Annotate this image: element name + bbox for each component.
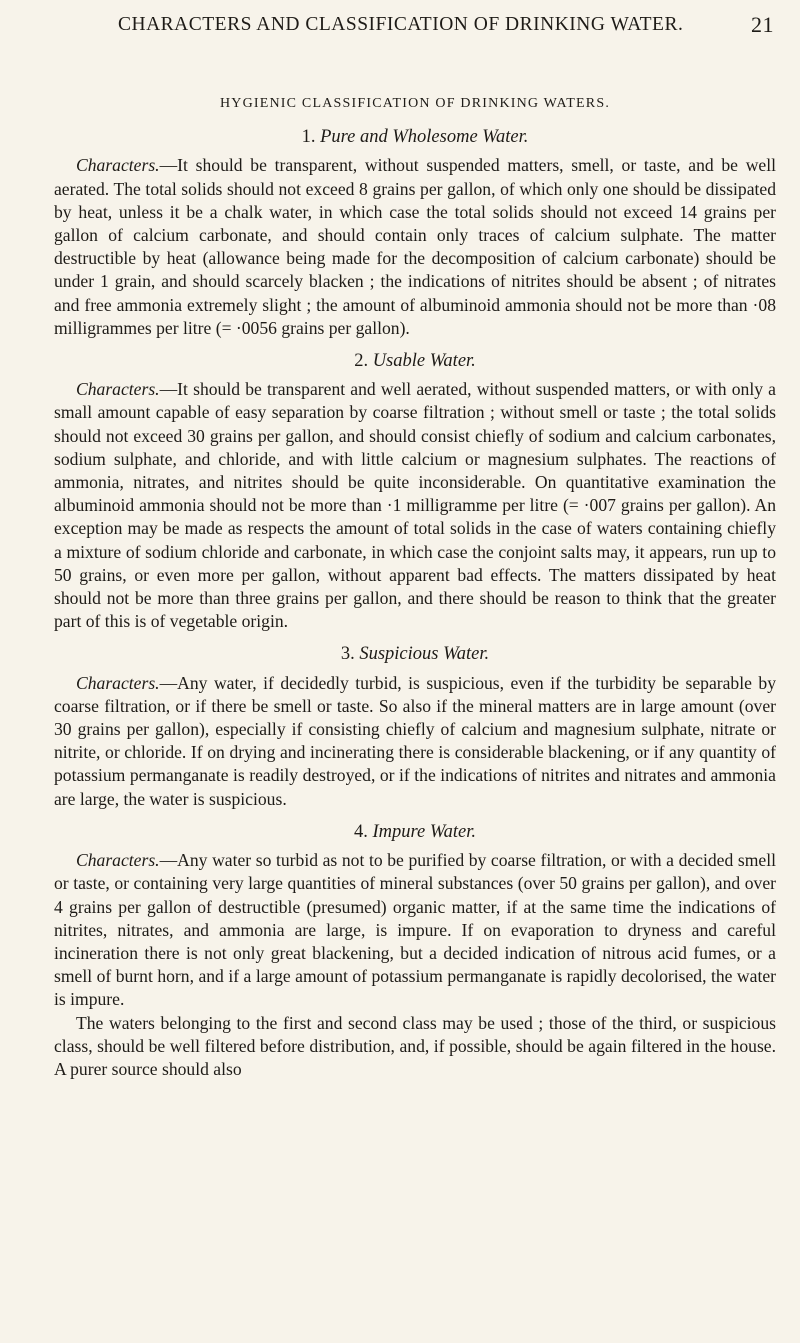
paragraph-lead: Characters. <box>76 155 160 176</box>
class-number: 3. <box>340 644 355 665</box>
class-name: Pure and Wholesome Water. <box>320 127 529 148</box>
paragraph-lead: Characters. <box>76 850 160 871</box>
class-number: 2. <box>354 351 369 372</box>
paragraph-lead: Characters. <box>76 672 160 693</box>
paragraph-lead: Characters. <box>76 379 160 400</box>
page-number: 21 <box>751 12 774 37</box>
class-paragraph-4 <box>54 849 776 1011</box>
class-heading-4 <box>54 821 776 844</box>
class-name: Usable Water. <box>372 351 476 372</box>
section-title: HYGIENIC CLASSIFICATION OF DRINKING WATERS. <box>219 96 611 111</box>
class-number: 1. <box>301 127 316 148</box>
closing-paragraph: The waters belonging to the first and second class may be used ; those of the third, or suspicious class, should be well filtered before distribution, and, if possible, should be again filtered in the house. A purer source should also <box>54 1012 776 1079</box>
running-title: CHARACTERS AND CLASSIFICATION OF DRINKING WATER. <box>118 14 684 35</box>
class-number: 4. <box>354 821 368 842</box>
paragraph-text: —Any water so turbid as not to be purified by coarse filtration, or with a decided smell or taste, or containing very large quantities of mineral substances (over 50 grains per gallon), and over 4 grains per gallon of destructible (presumed) organic matter, if at the same time the indications of nitrites, nitrates, and ammonia are large, is impure. If on evaporation to dryness and careful incineration there is not only great blackening, but a decided indication of nitrous acid fumes, or a smell of burnt horn, and if a large amount of potassium permanganate is rapidly decolorised, the water is impure. <box>54 850 776 1010</box>
class-paragraph-3 <box>54 672 776 811</box>
paragraph-text: —It should be transparent, without suspended matters, smell, or taste, and be well aerated. The total solids should not exceed 8 grains per gallon, of which only one should be dissipated by heat, unless it be a chalk water, in which case the total solids should not exceed 14 grains per gallon of calcium carbonate, and should contain only traces of calcium sulphate. The matter destructible by heat (allowance being made for the decomposition of calcium carbonate) should be under 1 grain, and should scarcely blacken ; the indications of nitrites should be absent ; of nitrates and free ammonia extremely slight ; the amount of albuminoid ammonia should not be more than ·08 milligrammes per litre (= ·0056 grains per gallon). <box>54 155 776 338</box>
class-name: Impure Water. <box>372 821 476 842</box>
class-heading-2 <box>54 350 776 373</box>
class-heading-1 <box>54 126 776 149</box>
page-body <box>54 92 776 1081</box>
class-paragraph-2 <box>54 378 776 633</box>
class-heading-3 <box>54 643 776 666</box>
paragraph-text: —It should be transparent and well aerated, without suspended matters, or with only a small amount capable of easy separation by coarse filtration ; without smell or taste ; the total solids should not exceed 30 grains per gallon, and should consist chiefly of sodium and calcium carbonates, sodium sulphate, and chloride, and with little calcium or magnesium sulphates. The reactions of ammonia, nitrates, and nitrites should be quite inconsiderable. On quantitative examination the albuminoid ammonia should not be more than ·1 milligramme per litre (= ·007 grains per gallon). An exception may be made as respects the amount of total solids in the case of waters containing chiefly a mixture of sodium chloride and carbonate, in which case the conjoint salts may, it appears, run up to 50 grains, or even more per gallon, without apparent bad effects. The matters dissipated by heat should not be more than three grains per gallon, and there should be reason to think that the greater part of this is of vegetable origin. <box>54 379 776 632</box>
class-paragraph-1 <box>54 154 776 340</box>
class-name: Suspicious Water. <box>359 644 490 665</box>
paragraph-text: —Any water, if decidedly turbid, is suspicious, even if the turbidity be separable by coarse filtration, or if there be smell or taste. So also if the mineral matters are in large amount (over 30 grains per gallon), especially if consisting chiefly of calcium and magnesium sulphate, nitrate or nitrite, or chloride. If on drying and incinerating there is considerable blackening, or if any quantity of potassium permanganate is readily destroyed, or if the indications of nitrites and nitrates and ammonia are large, the water is suspicious. <box>54 672 776 809</box>
